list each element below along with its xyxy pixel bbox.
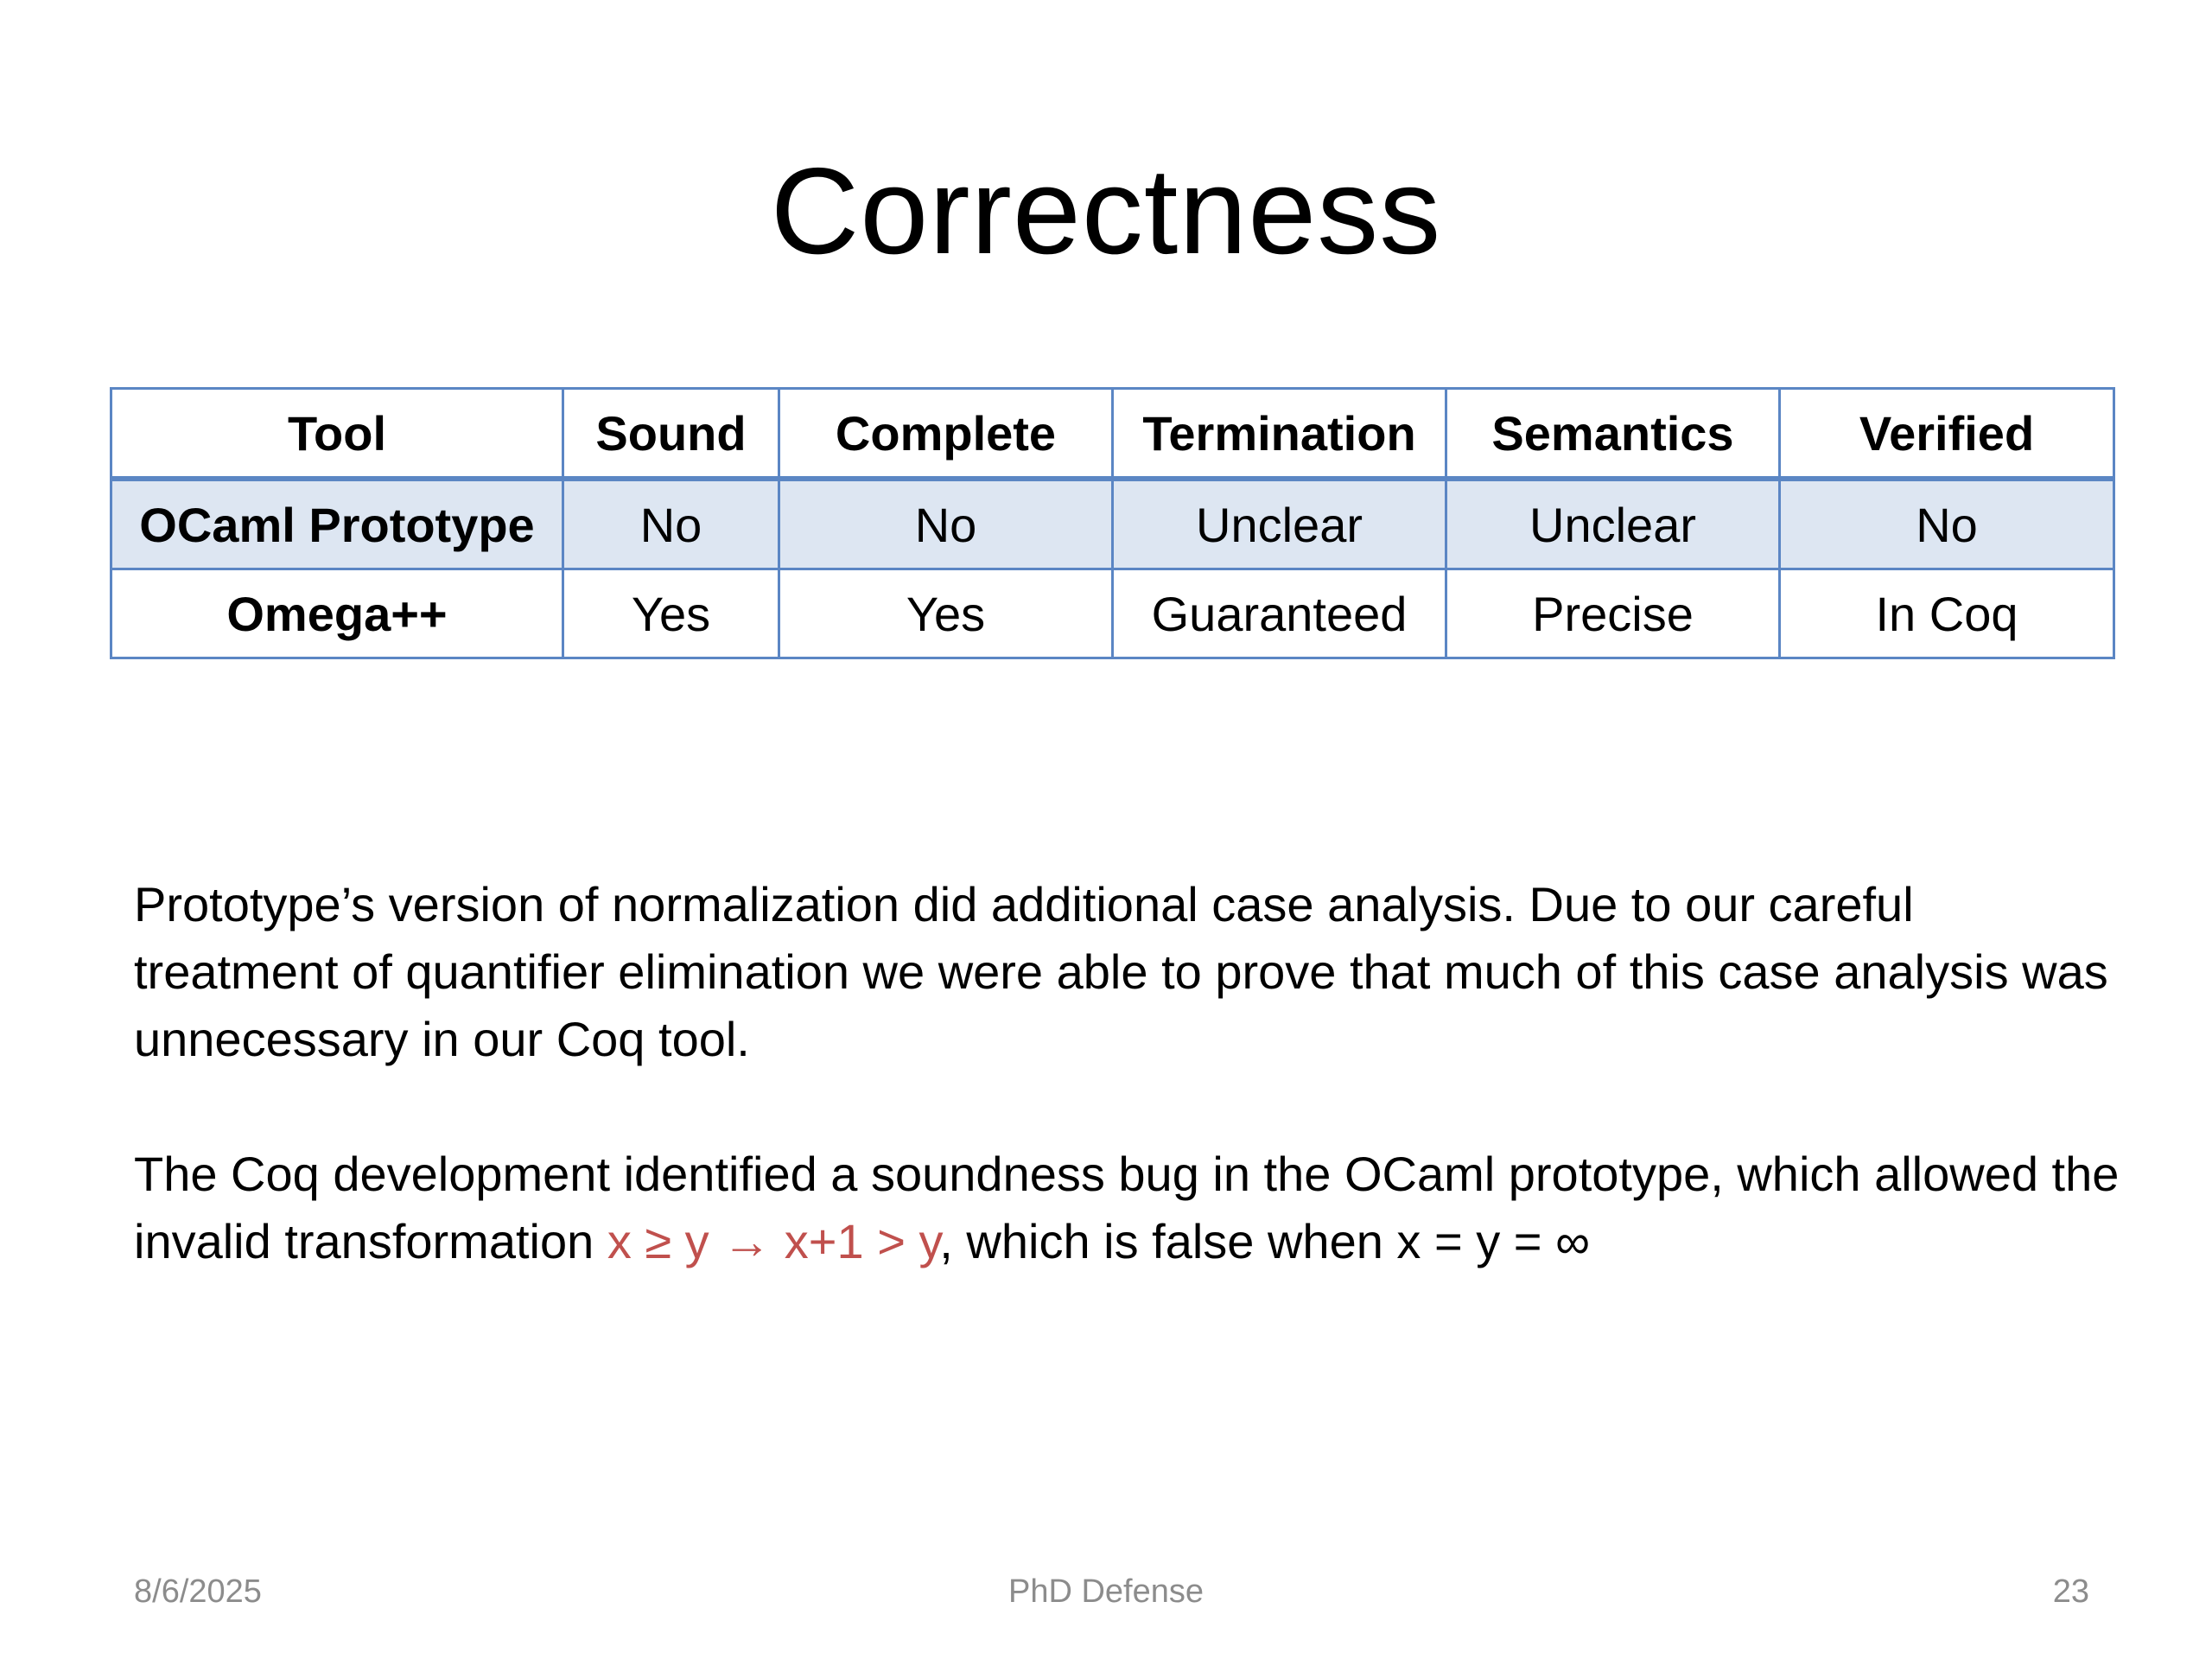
body-text: [134, 871, 2121, 1275]
cell-termination: Unclear: [1113, 479, 1446, 569]
invalid-transformation-formula: x ≥ y → x+1 > y: [607, 1214, 940, 1268]
table-row: [111, 569, 2114, 658]
paragraph-prefix: The Coq development identified a soundness bug in the OCaml prototype, which allowed the invalid transformation: [134, 1147, 2120, 1268]
cell-sound: No: [563, 479, 779, 569]
cell-semantics: Precise: [1446, 569, 1780, 658]
cell-verified: No: [1780, 479, 2114, 569]
header-termination: Termination: [1113, 389, 1446, 480]
table-header-row: [111, 389, 2114, 480]
paragraph-normalization: Prototype’s version of normalization did additional case analysis. Due to our careful treatment of quantifier elimination we were able to prove that much of this case analysis was unnecessary in our Coq tool.: [134, 877, 2108, 1066]
header-complete: Complete: [779, 389, 1113, 480]
cell-tool: OCaml Prototype: [111, 479, 563, 569]
footer-date: 8/6/2025: [134, 1573, 262, 1610]
cell-complete: No: [779, 479, 1113, 569]
cell-complete: Yes: [779, 569, 1113, 658]
slide-title: Correctness: [770, 143, 1442, 280]
cell-sound: Yes: [563, 569, 779, 658]
header-tool: Tool: [111, 389, 563, 480]
cell-termination: Guaranteed: [1113, 569, 1446, 658]
paragraph-soundness-bug: [134, 1141, 2121, 1275]
header-verified: Verified: [1780, 389, 2114, 480]
slide-number: 23: [2052, 1573, 2089, 1610]
cell-semantics: Unclear: [1446, 479, 1780, 569]
header-sound: Sound: [563, 389, 779, 480]
comparison-table: [110, 387, 2115, 659]
cell-verified: In Coq: [1780, 569, 2114, 658]
table-row: [111, 479, 2114, 569]
footer-presentation-title: PhD Defense: [1007, 1573, 1204, 1610]
header-semantics: Semantics: [1446, 389, 1780, 480]
cell-tool: Omega++: [111, 569, 563, 658]
paragraph-suffix: , which is false when x = y = ∞: [939, 1214, 1590, 1268]
